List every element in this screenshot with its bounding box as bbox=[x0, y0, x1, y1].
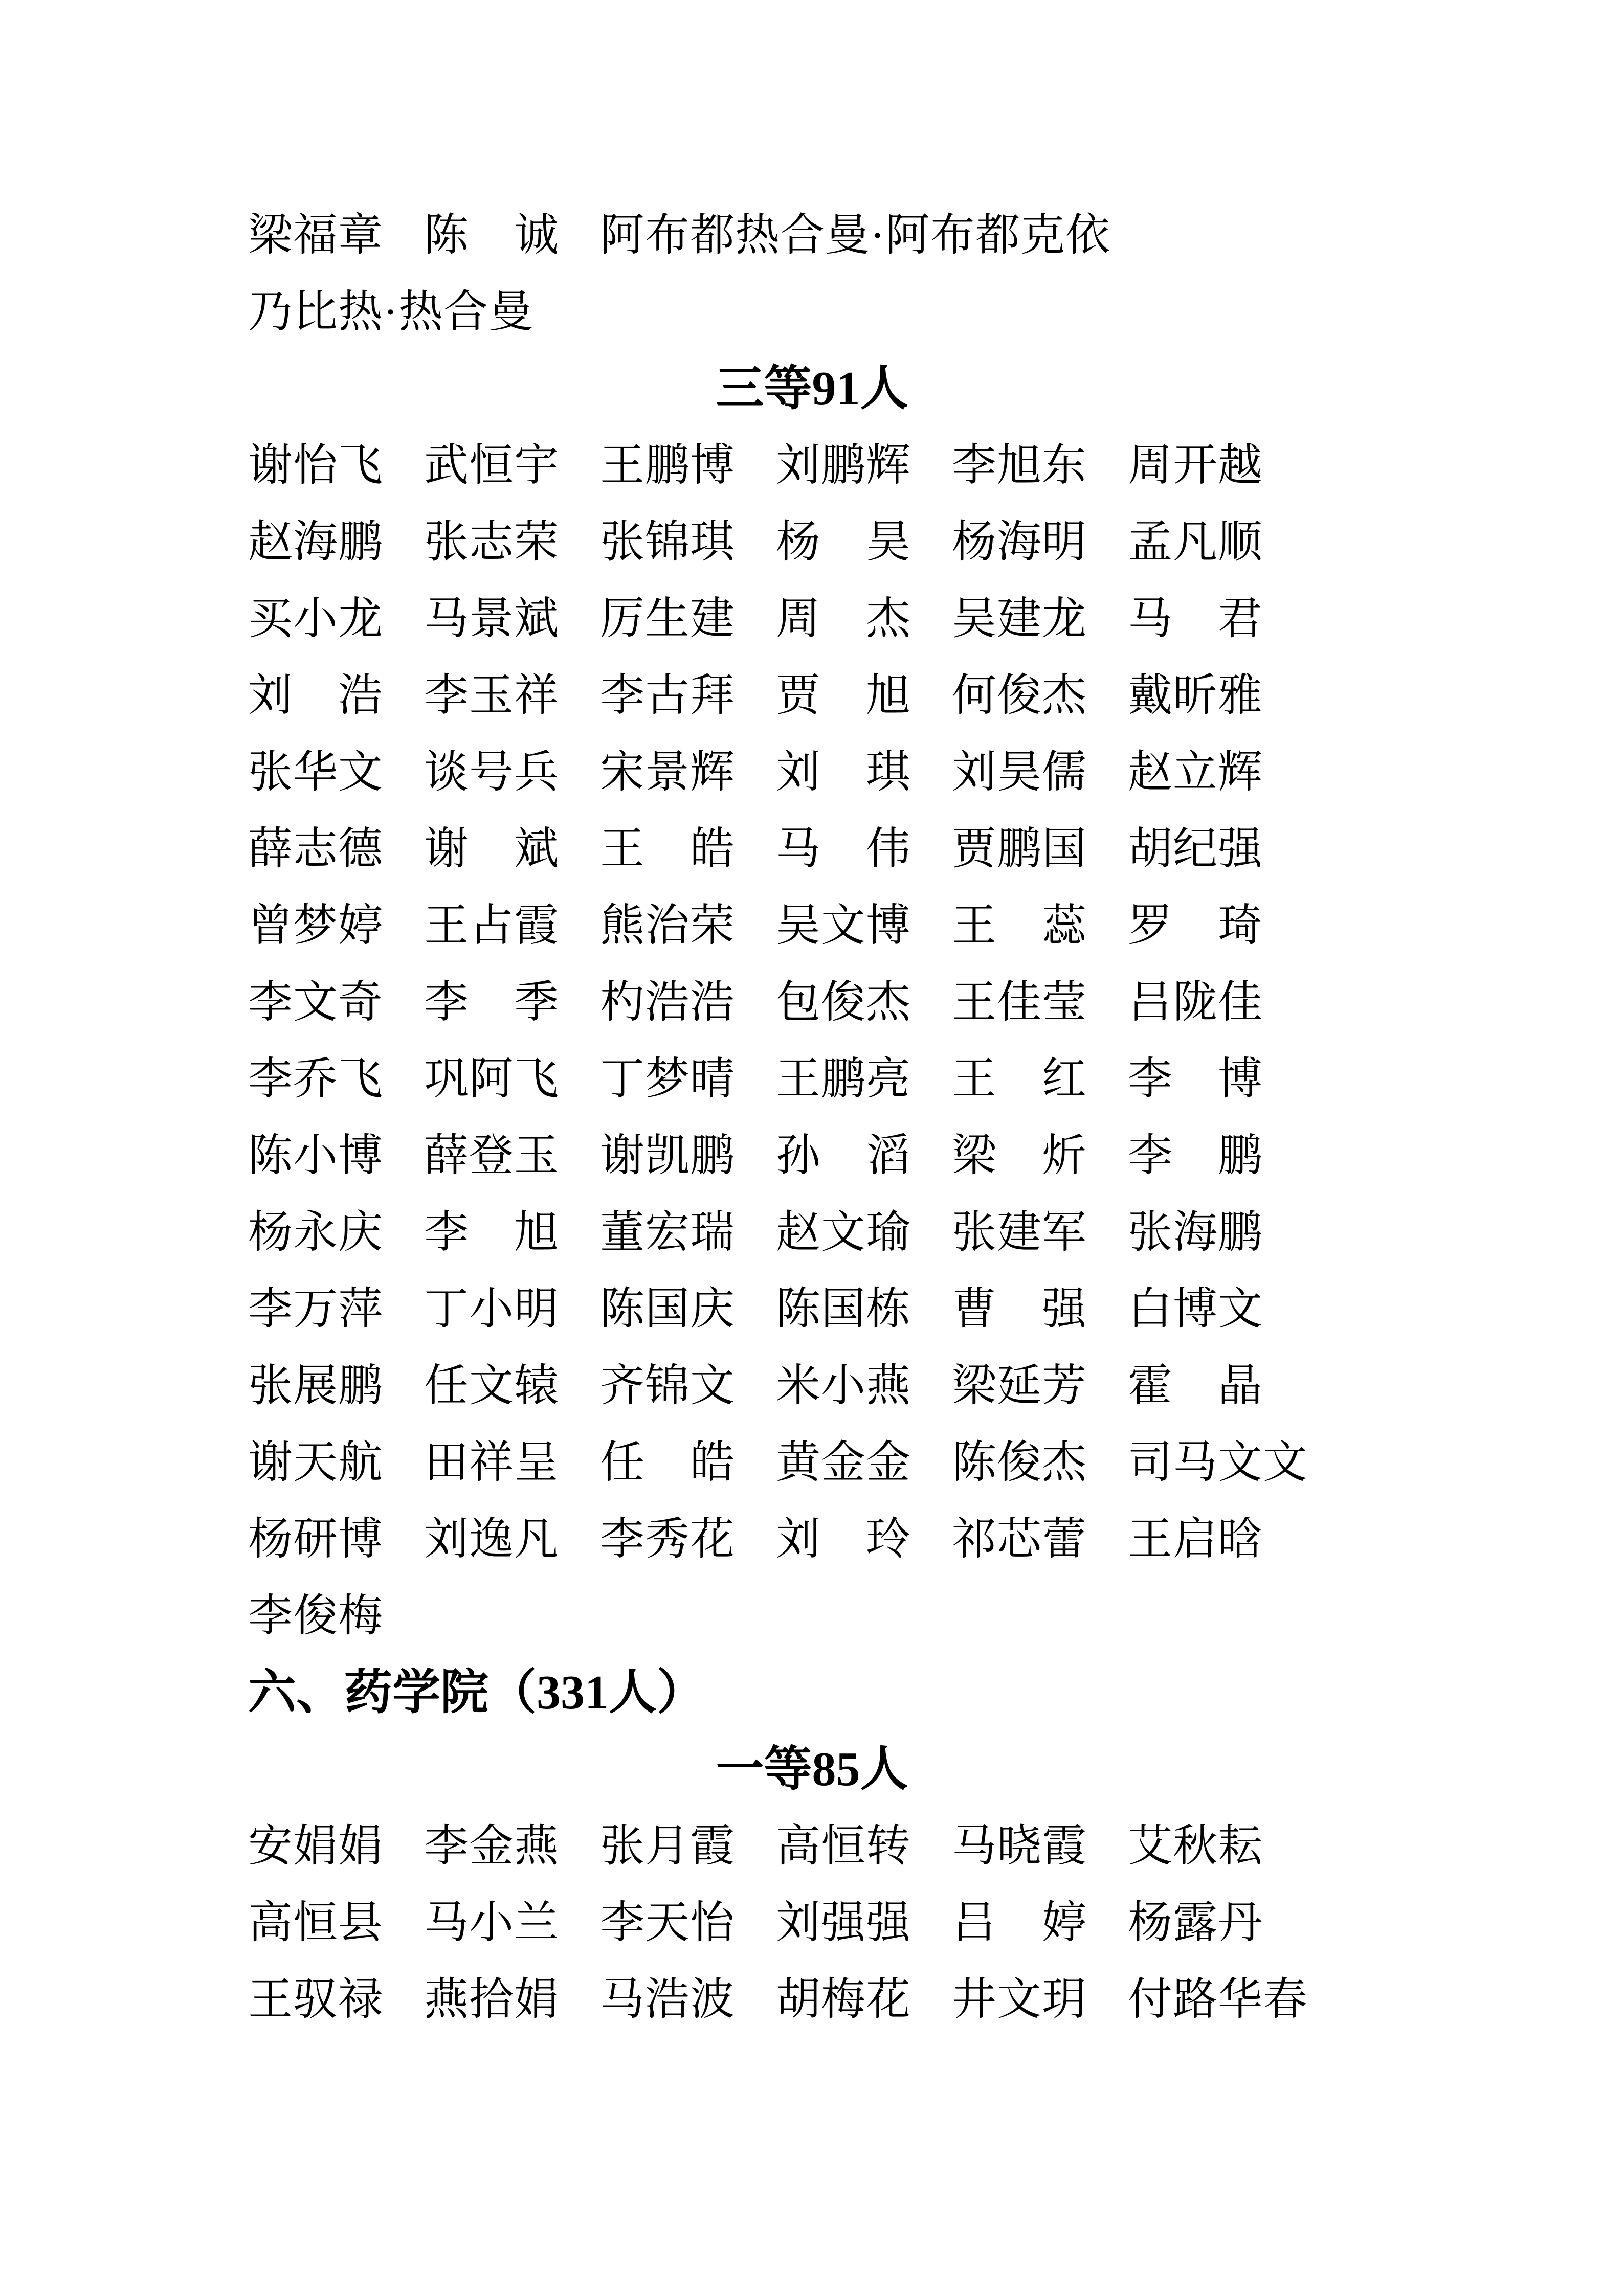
person-name: 谈号兵 bbox=[424, 747, 559, 797]
person-name: 张海鹏 bbox=[1128, 1207, 1263, 1257]
name-row bbox=[0, 1347, 1624, 1424]
person-name: 王启晗 bbox=[1128, 1514, 1263, 1564]
person-name: 王佳莹 bbox=[952, 977, 1087, 1027]
person-name: 李旭东 bbox=[952, 440, 1087, 490]
person-name: 田祥呈 bbox=[424, 1437, 559, 1487]
person-name: 张锦琪 bbox=[600, 517, 735, 567]
intro-name-rows bbox=[0, 197, 1624, 350]
person-name: 谢凯鹏 bbox=[600, 1131, 735, 1180]
person-name: 马小兰 bbox=[424, 1898, 559, 1947]
person-name: 薛登玉 bbox=[424, 1131, 559, 1180]
person-name: 燕拾娟 bbox=[424, 1974, 559, 2024]
name-row bbox=[0, 734, 1624, 811]
person-name: 王鹏博 bbox=[600, 440, 735, 490]
person-name: 高恒县 bbox=[248, 1898, 383, 1947]
person-name: 李古拜 bbox=[600, 670, 735, 720]
name-row bbox=[0, 274, 1624, 350]
person-name: 陈国栋 bbox=[776, 1284, 911, 1334]
person-name: 丁梦晴 bbox=[600, 1054, 735, 1104]
person-name: 贾鹏国 bbox=[952, 824, 1087, 873]
person-name: 祁芯蕾 bbox=[952, 1514, 1087, 1564]
person-name: 马浩波 bbox=[600, 1974, 735, 2024]
person-name: 巩阿飞 bbox=[424, 1054, 559, 1104]
name-row bbox=[0, 427, 1624, 504]
person-name: 杓浩浩 bbox=[600, 977, 735, 1027]
person-name: 李俊梅 bbox=[248, 1591, 383, 1640]
person-name: 李万萍 bbox=[248, 1284, 383, 1334]
person-name: 李乔飞 bbox=[248, 1054, 383, 1104]
name-row bbox=[0, 197, 1624, 274]
person-name: 赵海鹏 bbox=[248, 517, 383, 567]
person-name: 王占霞 bbox=[424, 901, 559, 950]
person-name: 司马文文 bbox=[1128, 1437, 1308, 1487]
name-row bbox=[0, 811, 1624, 887]
person-name: 李 博 bbox=[1128, 1054, 1263, 1104]
person-name: 刘 浩 bbox=[248, 670, 383, 720]
person-name: 董宏瑞 bbox=[600, 1207, 735, 1257]
document-content bbox=[0, 197, 1624, 2038]
person-name: 王 蕊 bbox=[952, 901, 1087, 950]
person-name: 孙 滔 bbox=[776, 1131, 911, 1180]
person-name: 马景斌 bbox=[424, 594, 559, 643]
person-name: 赵文瑜 bbox=[776, 1207, 911, 1257]
person-name: 杨海明 bbox=[952, 517, 1087, 567]
person-name: 张志荣 bbox=[424, 517, 559, 567]
person-name: 艾秋耘 bbox=[1128, 1821, 1263, 1871]
name-row bbox=[0, 1578, 1624, 1654]
person-name: 薛志德 bbox=[248, 824, 383, 873]
person-name: 吴建龙 bbox=[952, 594, 1087, 643]
person-name: 井文玥 bbox=[952, 1974, 1087, 2024]
person-name: 霍 晶 bbox=[1128, 1361, 1263, 1410]
person-name: 李 季 bbox=[424, 977, 559, 1027]
person-name: 任文辕 bbox=[424, 1361, 559, 1410]
person-name: 王鹏亮 bbox=[776, 1054, 911, 1104]
person-name: 谢天航 bbox=[248, 1437, 383, 1487]
person-name: 高恒转 bbox=[776, 1821, 911, 1871]
person-name: 周 杰 bbox=[776, 594, 911, 643]
person-name: 李秀花 bbox=[600, 1514, 735, 1564]
person-name: 贾 旭 bbox=[776, 670, 911, 720]
person-name: 米小燕 bbox=[776, 1361, 911, 1410]
person-name: 陈 诚 bbox=[424, 210, 559, 260]
name-row bbox=[0, 964, 1624, 1041]
person-name: 杨永庆 bbox=[248, 1207, 383, 1257]
person-name: 吴文博 bbox=[776, 901, 911, 950]
person-name: 赵立辉 bbox=[1128, 747, 1263, 797]
name-row bbox=[0, 887, 1624, 964]
person-name: 杨露丹 bbox=[1128, 1898, 1263, 1947]
name-row bbox=[0, 504, 1624, 580]
person-name: 武恒宇 bbox=[424, 440, 559, 490]
person-name: 胡纪强 bbox=[1128, 824, 1263, 873]
person-name: 刘鹏辉 bbox=[776, 440, 911, 490]
person-name: 陈国庆 bbox=[600, 1284, 735, 1334]
person-name: 张华文 bbox=[248, 747, 383, 797]
person-name: 曹 强 bbox=[952, 1284, 1087, 1334]
person-name: 马晓霞 bbox=[952, 1821, 1087, 1871]
person-name: 乃比热·热合曼 bbox=[248, 287, 533, 336]
person-name: 王 皓 bbox=[600, 824, 735, 873]
name-row bbox=[0, 1808, 1624, 1884]
person-name: 齐锦文 bbox=[600, 1361, 735, 1410]
person-name: 李 旭 bbox=[424, 1207, 559, 1257]
section-heading-third-class: 三等91人 bbox=[716, 362, 908, 415]
name-row bbox=[0, 1194, 1624, 1271]
person-name: 李金燕 bbox=[424, 1821, 559, 1871]
person-name: 刘强强 bbox=[776, 1898, 911, 1947]
name-row bbox=[0, 1424, 1624, 1501]
person-name: 何俊杰 bbox=[952, 670, 1087, 720]
person-name: 李玉祥 bbox=[424, 670, 559, 720]
person-name: 丁小明 bbox=[424, 1284, 559, 1334]
person-name: 付路华春 bbox=[1128, 1974, 1308, 2024]
person-name: 李文奇 bbox=[248, 977, 383, 1027]
college-heading: 六、药学院（331人） bbox=[248, 1666, 705, 1719]
name-row bbox=[0, 1884, 1624, 1961]
person-name: 孟凡顺 bbox=[1128, 517, 1263, 567]
person-name: 刘逸凡 bbox=[424, 1514, 559, 1564]
person-name: 杨研博 bbox=[248, 1514, 383, 1564]
person-name: 胡梅花 bbox=[776, 1974, 911, 2024]
person-name: 张展鹏 bbox=[248, 1361, 383, 1410]
third-class-heading-line bbox=[0, 350, 1624, 427]
third-class-name-rows bbox=[0, 427, 1624, 1654]
person-name: 任 皓 bbox=[600, 1437, 735, 1487]
person-name: 张建军 bbox=[952, 1207, 1087, 1257]
person-name: 陈俊杰 bbox=[952, 1437, 1087, 1487]
name-row bbox=[0, 1271, 1624, 1347]
first-class-heading-line bbox=[0, 1731, 1624, 1808]
person-name: 谢怡飞 bbox=[248, 440, 383, 490]
name-row bbox=[0, 657, 1624, 734]
person-name: 阿布都热合曼·阿布都克依 bbox=[600, 210, 1110, 260]
person-name: 李天怡 bbox=[600, 1898, 735, 1947]
person-name: 买小龙 bbox=[248, 594, 383, 643]
section-heading-first-class: 一等85人 bbox=[716, 1743, 908, 1796]
person-name: 李 鹏 bbox=[1128, 1131, 1263, 1180]
person-name: 王 红 bbox=[952, 1054, 1087, 1104]
person-name: 谢 斌 bbox=[424, 824, 559, 873]
first-class-name-rows bbox=[0, 1808, 1624, 2038]
person-name: 王驭禄 bbox=[248, 1974, 383, 2024]
person-name: 吕 婷 bbox=[952, 1898, 1087, 1947]
person-name: 安娟娟 bbox=[248, 1821, 383, 1871]
person-name: 陈小博 bbox=[248, 1131, 383, 1180]
person-name: 戴昕雅 bbox=[1128, 670, 1263, 720]
person-name: 宋景辉 bbox=[600, 747, 735, 797]
person-name: 熊治荣 bbox=[600, 901, 735, 950]
name-row bbox=[0, 580, 1624, 657]
name-row bbox=[0, 1961, 1624, 2038]
name-row bbox=[0, 1117, 1624, 1194]
person-name: 梁延芳 bbox=[952, 1361, 1087, 1410]
person-name: 张月霞 bbox=[600, 1821, 735, 1871]
person-name: 厉生建 bbox=[600, 594, 735, 643]
person-name: 白博文 bbox=[1128, 1284, 1263, 1334]
person-name: 梁福章 bbox=[248, 210, 383, 260]
person-name: 周开越 bbox=[1128, 440, 1263, 490]
name-row bbox=[0, 1501, 1624, 1578]
person-name: 刘 琪 bbox=[776, 747, 911, 797]
person-name: 梁 炘 bbox=[952, 1131, 1087, 1180]
person-name: 杨 昊 bbox=[776, 517, 911, 567]
person-name: 吕陇佳 bbox=[1128, 977, 1263, 1027]
person-name: 黄金金 bbox=[776, 1437, 911, 1487]
name-row bbox=[0, 1041, 1624, 1117]
college-heading-line bbox=[0, 1654, 1624, 1731]
person-name: 曾梦婷 bbox=[248, 901, 383, 950]
person-name: 包俊杰 bbox=[776, 977, 911, 1027]
person-name: 马 君 bbox=[1128, 594, 1263, 643]
person-name: 刘昊儒 bbox=[952, 747, 1087, 797]
person-name: 刘 玲 bbox=[776, 1514, 911, 1564]
person-name: 马 伟 bbox=[776, 824, 911, 873]
person-name: 罗 琦 bbox=[1128, 901, 1263, 950]
